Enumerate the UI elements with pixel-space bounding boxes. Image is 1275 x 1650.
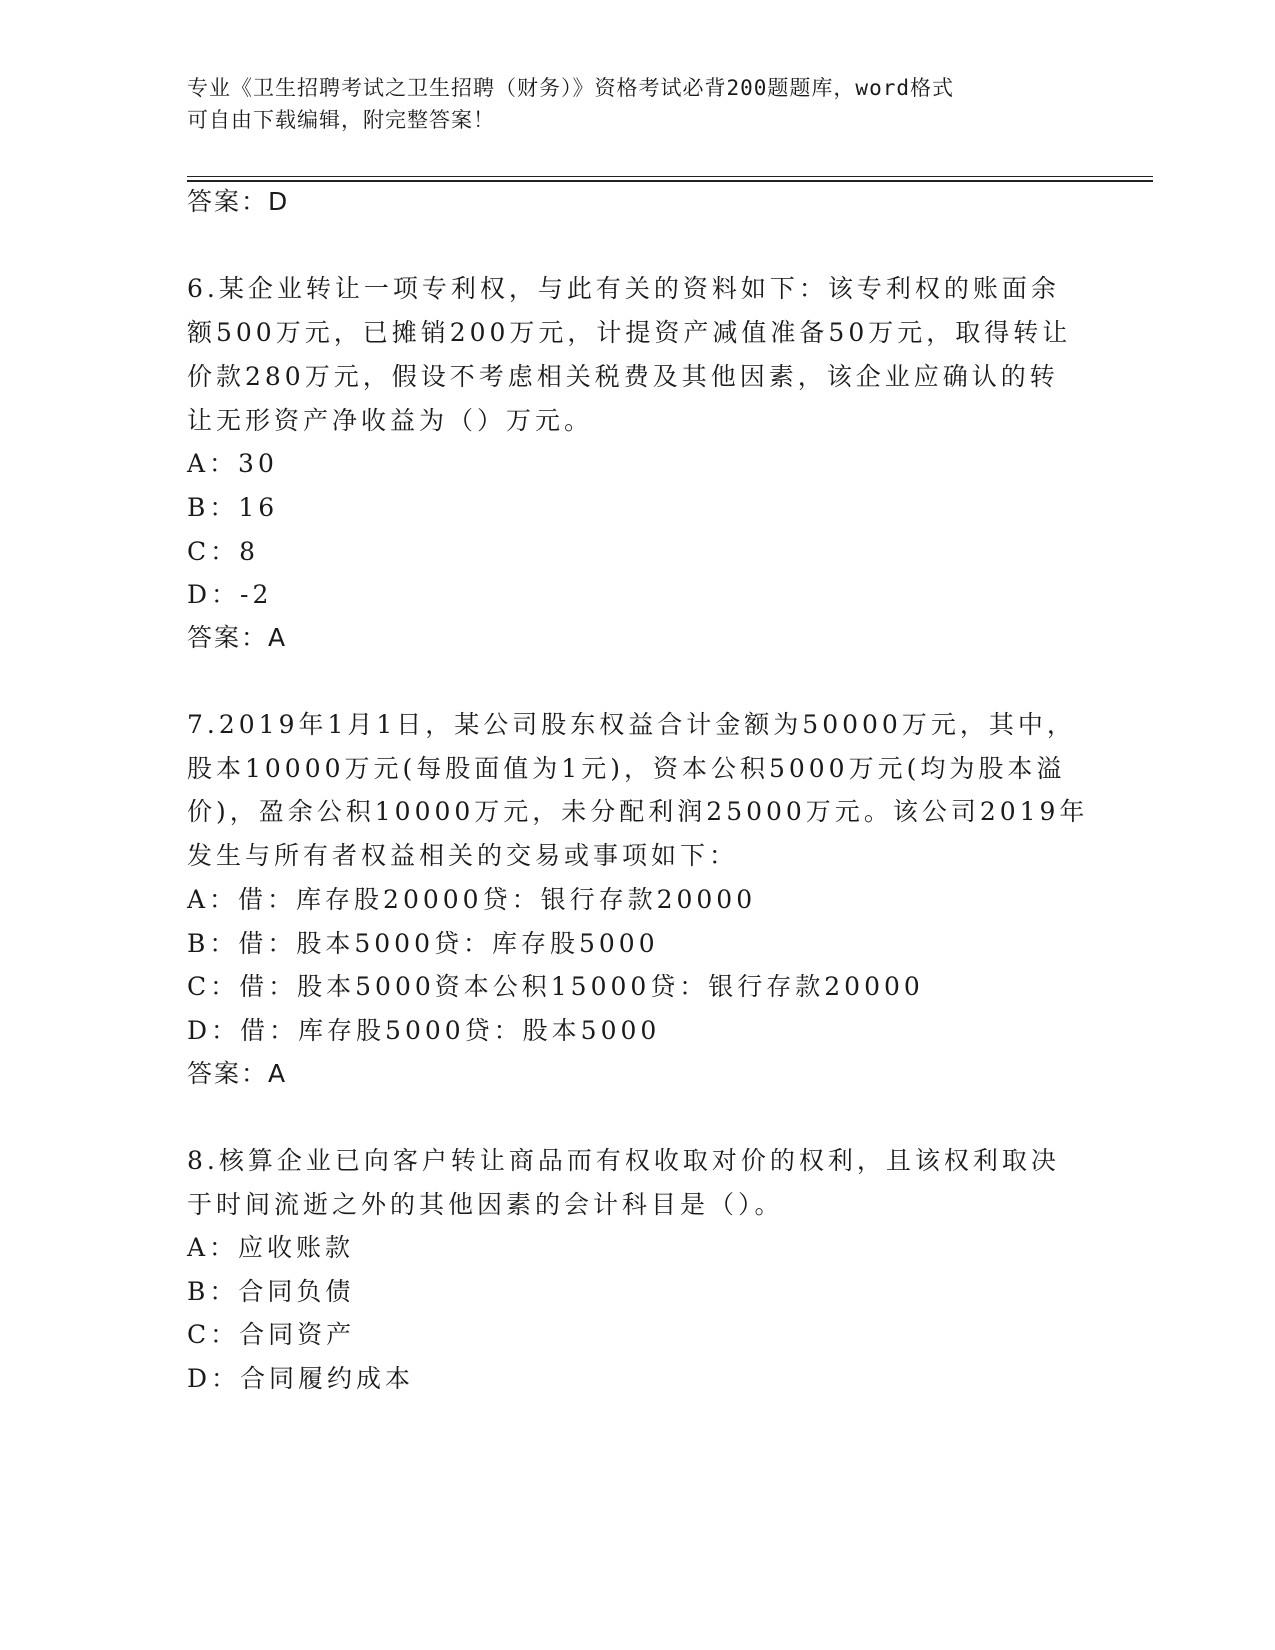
- q6-option-b: B：16: [187, 493, 279, 522]
- q7-option-a: A：借：库存股20000贷：银行存款20000: [187, 885, 757, 914]
- q7-answer: 答案：A: [187, 1059, 288, 1088]
- q7-stem-line-1: 7.2019年1月1日，某公司股东权益合计金额为50000万元，其中，: [187, 710, 1076, 739]
- q6-stem-line-4: 让无形资产净收益为（）万元。: [187, 406, 594, 435]
- q6-option-d: D：-2: [187, 580, 273, 609]
- q6-stem-line-2: 额500万元，已摊销200万元，计提资产减值准备50万元，取得转让: [187, 318, 1072, 347]
- document-header: [187, 72, 1087, 136]
- q7-stem-line-4: 发生与所有者权益相关的交易或事项如下：: [187, 841, 739, 870]
- q8-option-c: C：合同资产: [187, 1320, 356, 1349]
- q8-option-d: D：合同履约成本: [187, 1364, 415, 1393]
- q8-option-a: A：应收账款: [187, 1233, 355, 1262]
- header-line-1: 专业《卫生招聘考试之卫生招聘（财务）》资格考试必背200题题库，word格式: [187, 76, 954, 100]
- q7-option-d: D：借：库存股5000贷：股本5000: [187, 1016, 661, 1045]
- q6-option-a: A：30: [187, 449, 278, 478]
- answer-prev: 答案：D: [187, 187, 290, 216]
- header-rule-thin: [187, 176, 1153, 177]
- header-line-2: 可自由下载编辑，附完整答案！: [187, 108, 495, 132]
- q6-stem-line-3: 价款280万元，假设不考虑相关税费及其他因素，该企业应确认的转: [187, 362, 1059, 391]
- q7-stem-line-2: 股本10000万元(每股面值为1元)，资本公积5000万元(均为股本溢: [187, 754, 1066, 783]
- q6-answer: 答案：A: [187, 623, 288, 652]
- q6-option-c: C：8: [187, 537, 260, 566]
- q8-stem-line-2: 于时间流逝之外的其他因素的会计科目是（）。: [187, 1190, 784, 1219]
- q6-stem-line-1: 6.某企业转让一项专利权，与此有关的资料如下：该专利权的账面余: [187, 274, 1060, 303]
- q8-option-b: B：合同负债: [187, 1277, 355, 1306]
- q8-stem-line-1: 8.核算企业已向客户转让商品而有权收取对价的权利，且该权利取决: [187, 1146, 1060, 1175]
- q7-option-b: B：借：股本5000贷：库存股5000: [187, 929, 659, 958]
- q7-option-c: C：借：股本5000资本公积15000贷：银行存款20000: [187, 972, 924, 1001]
- header-rule-thick: [187, 180, 1153, 182]
- q7-stem-line-3: 价)，盈余公积10000万元，未分配利润25000万元。该公司2019年: [187, 797, 1089, 826]
